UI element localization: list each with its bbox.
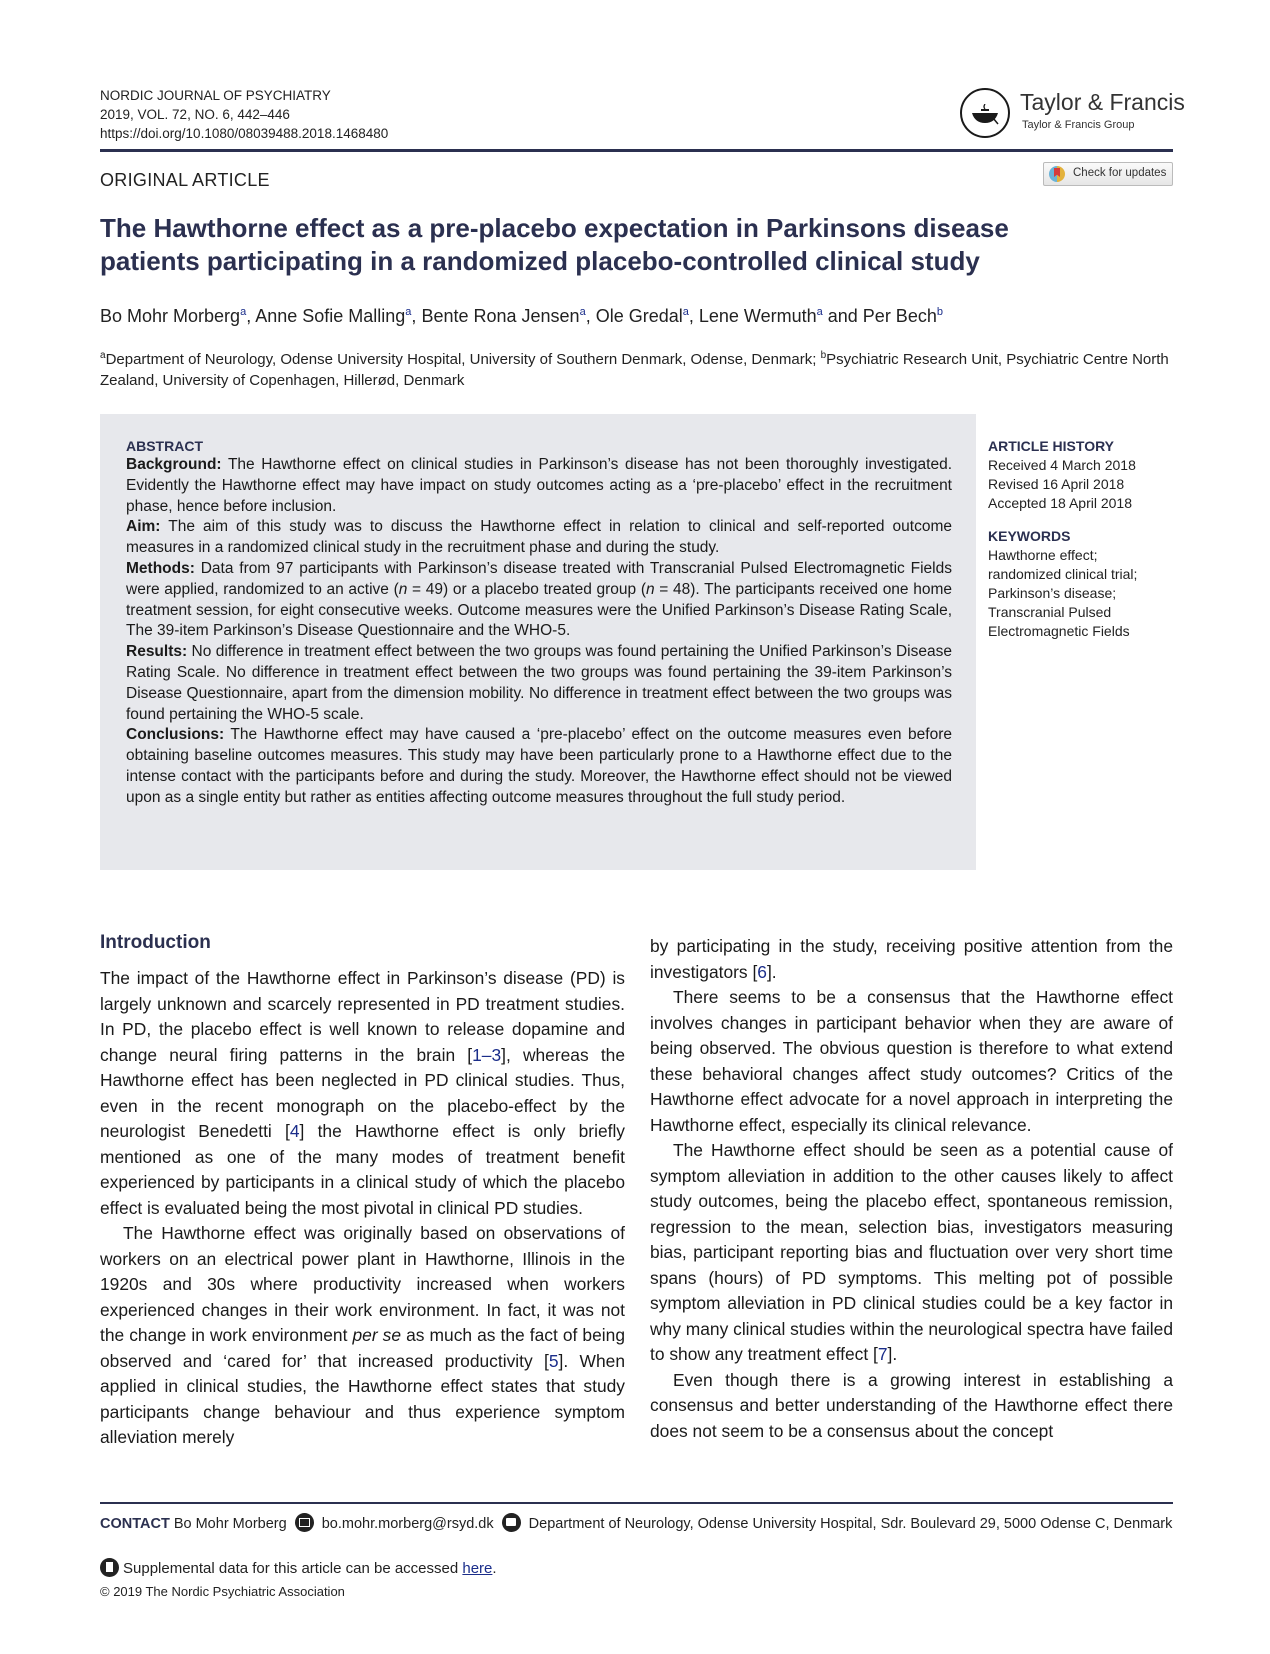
affiliation-b: Psychiatric Research Unit, Psychiatric Centre North Zealand, University of Copenhagen, Hillerød, Denmark: [100, 351, 1169, 389]
bookmark-update-icon: [1049, 166, 1065, 182]
body-paragraph: There seems to be a consensus that the Hawthorne effect involves changes in participant behavior when they are aware of being observed. The obvious question is therefore to what extend these behavioral changes affect study outcomes? Critics of the Hawthorne effect advocate for a novel approach in interpreting the Hawthorne effect, especially its clinical relevance.: [650, 987, 1173, 1135]
body-paragraph: The impact of the Hawthorne effect in Parkinson’s disease (PD) is largely unknown and scarcely represented in PD treatment studies. In PD, the placebo effect is well known to release dopamine and change neural firing patterns in the brain [1–3], whereas the Hawthorne effect has been neglected in PD clinical studies. Thus, even in the recent monograph on the placebo-effect by the neurologist Benedetti [4] the Hawthorne effect is only briefly mentioned as one of the many modes of treatment benefit experienced by participants in a clinical study of which the placebo effect is evaluated being the most pivotal in clinical PD studies.: [100, 968, 626, 1218]
keyword-item: Hawthorne effect;: [988, 547, 1098, 563]
section-heading-introduction: Introduction: [100, 932, 211, 953]
citation-link[interactable]: 5: [548, 1350, 559, 1371]
keywords: [988, 527, 1178, 641]
abstract-section-label: Conclusions:: [126, 726, 225, 744]
body-paragraph: by participating in the study, receiving positive attention from the investigators [6].: [650, 936, 1173, 982]
body-paragraph: Even though there is a growing interest in establishing a consensus and better understanding of the Hawthorne effect there does not seem to be a consensus about the concept: [650, 1369, 1173, 1441]
copyright: © 2019 The Nordic Psychiatric Association: [100, 1584, 345, 1599]
address-icon: [502, 1513, 521, 1532]
author-affiliation-mark: a: [816, 306, 823, 318]
contact-label: CONTACT: [100, 1516, 170, 1532]
received-date: Received 4 March 2018: [988, 457, 1136, 473]
publisher-name: Taylor & Francis: [1020, 89, 1185, 115]
author-affiliation-mark: a: [405, 306, 412, 318]
author-affiliation-mark: b: [936, 306, 943, 318]
author-affiliation-mark: a: [682, 306, 689, 318]
doi-link[interactable]: https://doi.org/10.1080/08039488.2018.1468480: [100, 126, 389, 141]
publisher-logo: [960, 86, 1185, 144]
author-name[interactable]: Ole Gredal: [595, 306, 683, 326]
affiliation-mark-b: b: [820, 350, 827, 361]
author-name[interactable]: Per Bech: [862, 306, 937, 326]
footer-divider: [100, 1502, 1173, 1504]
body-column-right: [650, 934, 1173, 1444]
header-divider: [100, 149, 1173, 152]
article-history: [988, 437, 1178, 513]
affiliations: [100, 345, 1175, 391]
citation-link[interactable]: 7: [877, 1344, 888, 1364]
keywords-heading: KEYWORDS: [988, 528, 1071, 544]
contact-email[interactable]: bo.mohr.morberg@rsyd.dk: [321, 1516, 494, 1532]
lamp-logo-icon: [960, 88, 1010, 138]
citation-link[interactable]: 4: [289, 1121, 300, 1141]
abstract: [126, 437, 952, 809]
author-name[interactable]: Bo Mohr Morberg: [100, 306, 241, 326]
email-icon: [295, 1513, 314, 1532]
supplemental-data: [100, 1558, 497, 1577]
accepted-date: Accepted 18 April 2018: [988, 495, 1132, 511]
check-for-updates-label: Check for updates: [1073, 167, 1167, 179]
body-paragraph: The Hawthorne effect should be seen as a potential cause of symptom alleviation in addition to the other causes likely to affect study outcomes, being the placebo effect, spontaneous remission, regression to the mean, selection bias, investigators measuring bias, participant reporting bias and fluctuation over very short time spans (hours) of PD symptoms. This melting pot of possible symptom alleviation in PD clinical studies could be a key factor in why many clinical studies within the neurological spectra have failed to show any treatment effect [7].: [650, 1140, 1173, 1364]
contact-name: Bo Mohr Morberg: [173, 1516, 287, 1532]
abstract-section: Methods: Data from 97 participants with Parkinson’s disease treated with Transcranial Pulsed Electromagnetic Fields were applied, randomized to an active (n = 49) or a placebo treated group (n = 48). The participants received one home treatment session, for eight consecutive weeks. Outcome measures were the Unified Parkinson’s Disease Rating Scale, The 39-item Parkinson’s Disease Questionnaire and the WHO-5.: [126, 559, 952, 640]
keyword-item: Parkinson’s disease;: [988, 585, 1117, 601]
article-sidebar: [988, 437, 1178, 655]
author-affiliation-mark: a: [240, 306, 247, 318]
citation-link[interactable]: 1–3: [472, 1044, 502, 1065]
article-type: ORIGINAL ARTICLE: [100, 170, 270, 190]
body-column-left: [100, 966, 625, 1451]
contact-address: Department of Neurology, Odense University Hospital, Sdr. Boulevard 29, 5000 Odense C, Denmark: [528, 1516, 1173, 1532]
supplemental-file-icon: [100, 1558, 119, 1577]
affiliation-mark-a: a: [100, 350, 106, 361]
journal-info: [100, 86, 388, 143]
citation-link[interactable]: 6: [757, 961, 767, 982]
supplemental-period: .: [492, 1560, 497, 1577]
supplemental-text: Supplemental data for this article can be accessed: [123, 1560, 463, 1577]
author-affiliation-mark: a: [579, 306, 586, 318]
abstract-section: Background: The Hawthorne effect on clinical studies in Parkinson’s disease has not been thoroughly investigated. Evidently the Hawthorne effect may have impact on study outcomes acting as a ‘pre-placebo’ effect in the recruitment phase, hence before inclusion.: [126, 456, 952, 515]
article-title: The Hawthorne effect as a pre-placebo expectation in Parkinsons disease patients participating in a randomized placebo-controlled clinical study: [100, 213, 1009, 276]
author-name[interactable]: Bente Rona Jensen: [421, 306, 580, 326]
body-paragraph: The Hawthorne effect was originally based on observations of workers on an electrical power plant in Hawthorne, Illinois in the 1920s and 30s where productivity increased when workers experienced changes in their work environment. In fact, it was not the change in work environment per se as much as the fact of being observed and ‘cared for’ that increased productivity [5]. When applied in clinical studies, the Hawthorne effect states that study participants change behaviour and thus experience symptom alleviation merely: [100, 1223, 625, 1447]
supplemental-link[interactable]: here: [462, 1560, 493, 1577]
abstract-section-label: Background:: [126, 456, 222, 473]
author-name[interactable]: Anne Sofie Malling: [255, 306, 406, 326]
publisher-group: Taylor & Francis Group: [1022, 119, 1135, 131]
abstract-section: Conclusions: The Hawthorne effect may have caused a ‘pre-placebo’ effect on the outcome measures even before obtaining baseline outcomes measures. This study may have been particularly prone to a Hawthorne effect due to the intense contact with the participants before and during the study. Moreover, the Hawthorne effect should not be viewed upon as a single entity but rather as entities affecting outcome measures throughout the full study period.: [126, 726, 952, 806]
abstract-heading: ABSTRACT: [126, 438, 203, 454]
journal-name: NORDIC JOURNAL OF PSYCHIATRY: [100, 88, 331, 103]
contact-info: [100, 1513, 1173, 1535]
revised-date: Revised 16 April 2018: [988, 476, 1125, 492]
emphasis-text: per se: [352, 1325, 402, 1345]
abstract-sections: [126, 455, 952, 809]
check-for-updates-button[interactable]: [1043, 162, 1173, 186]
article-history-heading: ARTICLE HISTORY: [988, 438, 1115, 454]
abstract-section: Aim: The aim of this study was to discuss the Hawthorne effect in relation to clinical and self-reported outcome measures in a randomized clinical study in the recruitment phase and during the study.: [126, 518, 952, 557]
affiliation-a: Department of Neurology, Odense University Hospital, University of Southern Denmark, Odense, Denmark;: [105, 351, 821, 368]
abstract-section-label: Results:: [126, 643, 188, 661]
volume-info: 2019, VOL. 72, NO. 6, 442–446: [100, 107, 290, 122]
abstract-section-label: Aim:: [126, 518, 161, 536]
author-list: Bo Mohr Morberg$^a$, Anne Sofie Malling$^a$, Bente Rona Jensen$^a$, Ole Gredal$^a$, Lene Wermuth$^a$ and Per Bech$^b$: [100, 306, 943, 326]
abstract-section: Results: No difference in treatment effect between the two groups was found pertaining the Unified Parkinson’s Disease Rating Scale. No difference in treatment effect between the two groups was found pertaining the 39-item Parkinson’s Disease Questionnaire, apart from the dimension mobility. No difference in treatment effect between the two groups was found pertaining the WHO-5 scale.: [126, 643, 952, 723]
keyword-item: Transcranial Pulsed Electromagnetic Fields: [988, 604, 1130, 639]
abstract-section-label: Methods:: [126, 559, 195, 577]
author-name[interactable]: Lene Wermuth: [698, 306, 817, 326]
keyword-item: randomized clinical trial;: [988, 566, 1138, 582]
